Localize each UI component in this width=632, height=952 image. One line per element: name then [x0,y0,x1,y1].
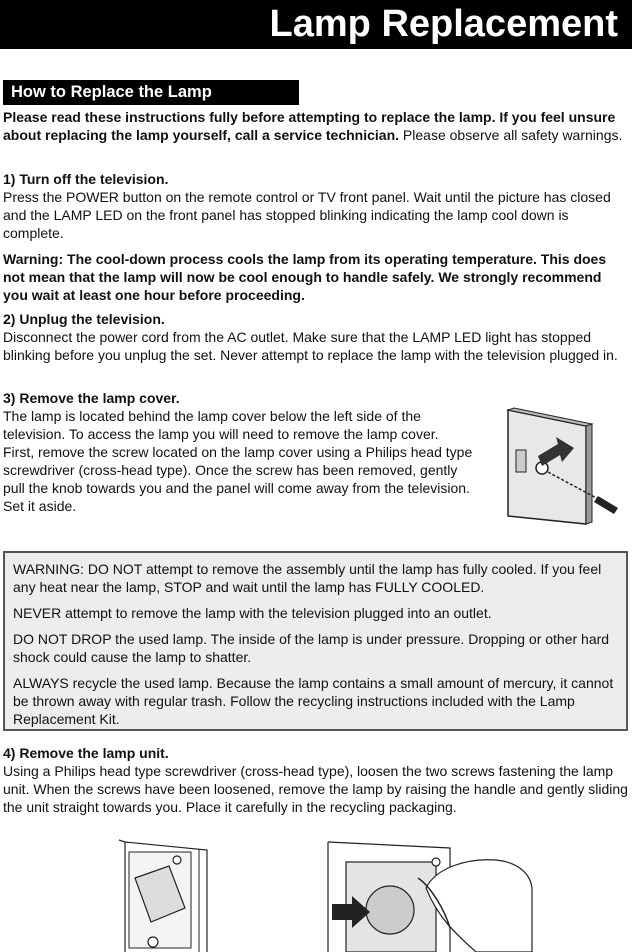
step-3 [3,389,473,515]
warning-item: NEVER attempt to remove the lamp with the television plugged into an outlet. [13,605,492,621]
step-2-heading: 2) Unplug the television. [3,311,165,327]
step-3-heading: 3) Remove the lamp cover. [3,390,180,406]
step-1 [3,170,628,242]
cooldown-warning: Warning: The cool-down process cools the lamp from its operating temperature. This does not mean that the lamp will now be cool enough to handle safely. We strongly recommend you wait at least one hour before proceeding. [3,251,607,303]
step-4 [3,744,628,816]
lamp-unit-screws-illustration [115,838,215,952]
warning-item: WARNING: DO NOT attempt to remove the assembly until the lamp has fully cooled. If you feel any heat near the lamp, STOP and wait until the lamp has FULLY COOLED. [13,561,602,595]
intro-bold-text: Please read these instructions fully before attempting to replace the lamp. If you feel unsure about replacing the lamp yourself, call a service technician. [3,109,616,143]
intro-normal-text: Please observe all safety warnings. [399,127,623,143]
intro-paragraph [3,108,628,144]
step-3-body: The lamp is located behind the lamp cover below the left side of the television. To access the lamp you will need to remove the lamp cover. First, remove the screw located on the lamp cover using a Philips head type screwdriver (cross-head type). Once the screw has been removed, gently pull the knob towards you and the panel will come away from the television. Set it aside. [3,408,473,514]
step-4-body: Using a Philips head type screwdriver (cross-head type), loosen the two screws fastening the lamp unit. When the screws have been loosened, remove the lamp by raising the handle and gently sliding the unit straight towards you. Place it carefully in the recycling packaging. [3,763,628,815]
warning-item: DO NOT DROP the used lamp. The inside of the lamp is under pressure. Dropping or other hard shock could cause the lamp to shatter. [13,631,610,665]
page-title: Lamp Replacement [269,3,618,45]
section-title: How to Replace the Lamp [3,80,299,105]
step-4-heading: 4) Remove the lamp unit. [3,745,169,761]
step-2 [3,310,628,364]
warning-item: ALWAYS recycle the used lamp. Because the lamp contains a small amount of mercury, it cannot be thrown away with regular trash. Follow the recycling instructions included with the Lamp Replacement Kit. [13,675,614,727]
lamp-cover-illustration [500,404,628,526]
step-2-body: Disconnect the power cord from the AC outlet. Make sure that the LAMP LED light has stopped blinking before you unplug the set. Never attempt to replace the lamp with the television plugged in. [3,329,618,363]
step-1-heading: 1) Turn off the television. [3,171,169,187]
safety-warnings-box [3,551,628,731]
lamp-unit-removal-illustration [326,838,536,952]
step-1-body: Press the POWER button on the remote control or TV front panel. Wait until the picture has closed and the LAMP LED on the front panel has stopped blinking indicating the lamp cool down is complete. [3,189,611,241]
